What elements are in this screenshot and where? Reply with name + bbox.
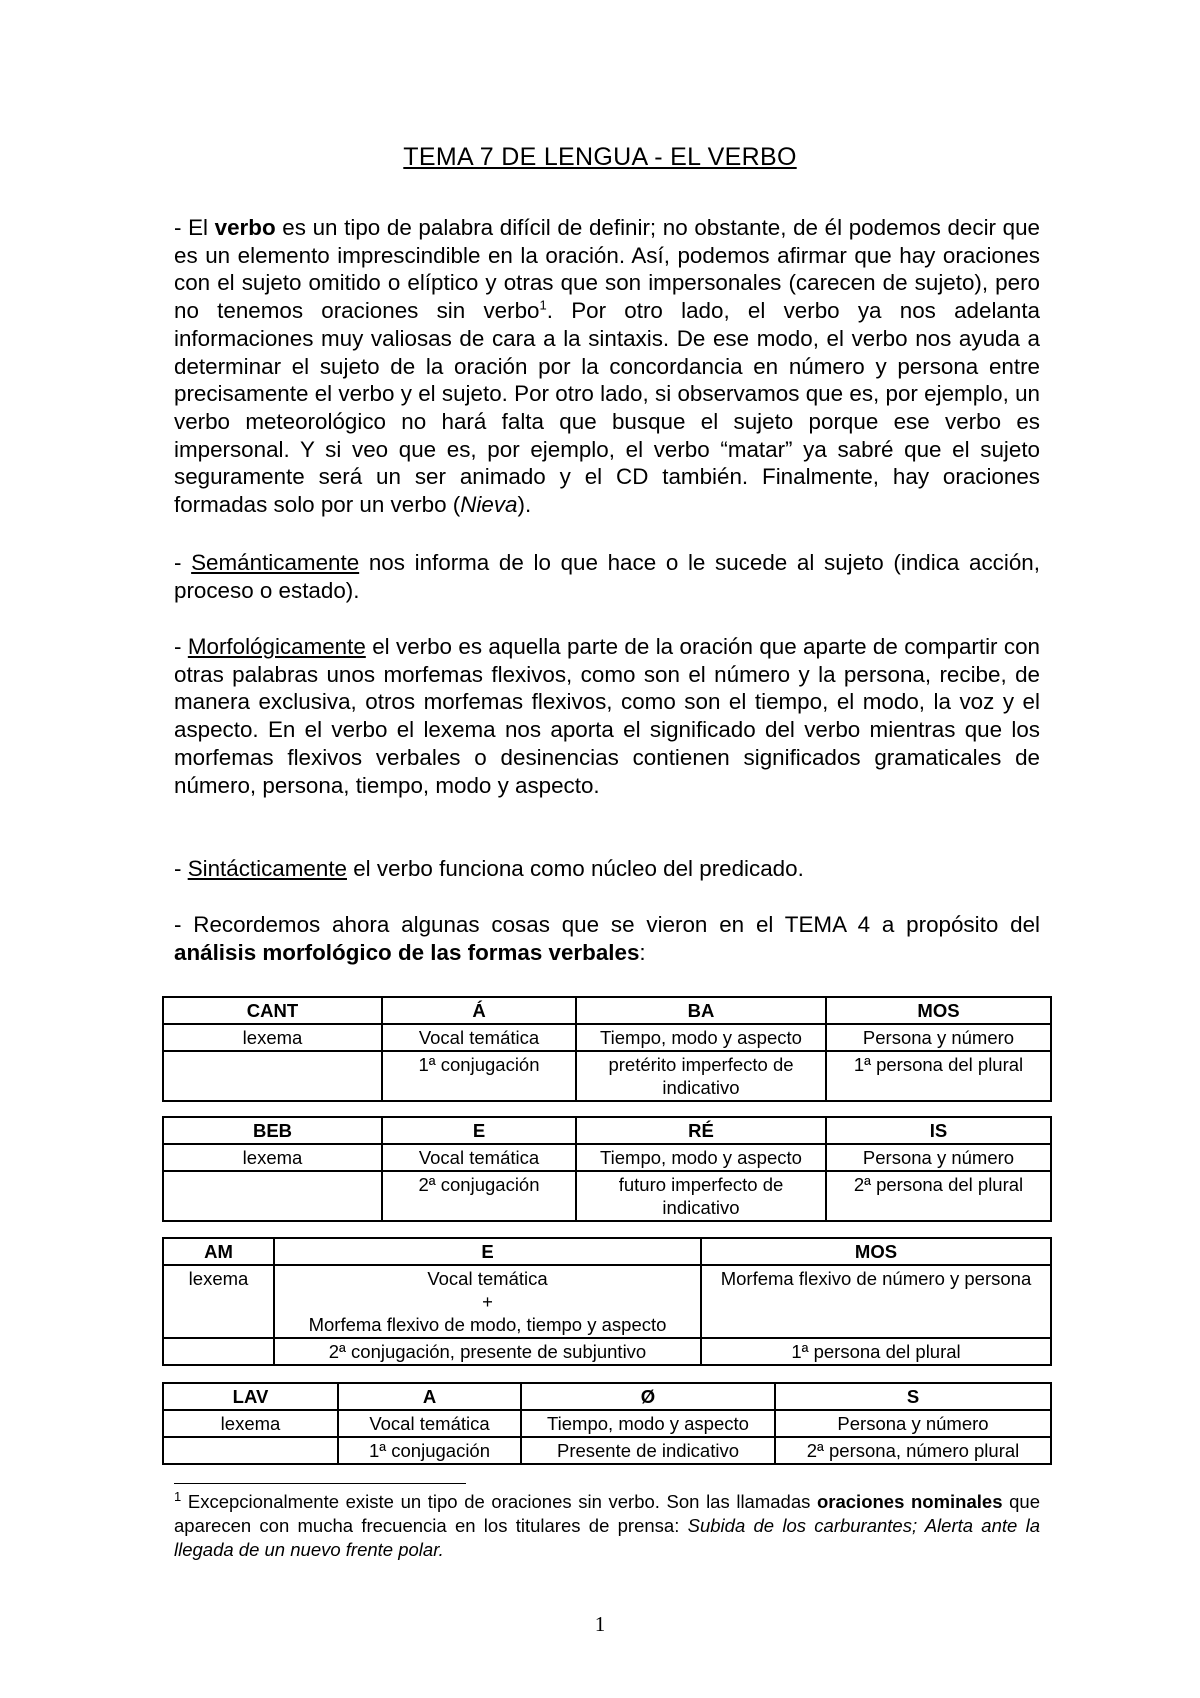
table-cell: Ø [521,1383,775,1410]
syntactic-dash: - [174,856,188,881]
table-row [163,1265,1051,1338]
table-cell: 2ª conjugación, presente de subjuntivo [274,1338,701,1365]
cell-line: Vocal temática [427,1268,548,1289]
table-cell [163,1051,382,1101]
recall-colon: : [639,939,646,965]
cell-line: Morfema flexivo de modo, tiempo y aspecto [308,1314,667,1335]
table-cell: 1ª persona del plural [701,1338,1051,1365]
semantic-dash: - [174,550,192,575]
table-cell: Persona y número [775,1410,1051,1437]
table-cell: 2ª persona del plural [826,1171,1051,1221]
table-cantabamos [162,996,1052,1102]
table-lavas [162,1382,1052,1465]
morphological-term: Morfológicamente [187,634,366,659]
table-cell: Vocal temática [382,1024,576,1051]
footnote-ref: 1 [539,297,547,313]
table-cell: Vocal temática [338,1410,521,1437]
table-cell: lexema [163,1024,382,1051]
table-cell: BEB [163,1117,382,1144]
table-amemos [162,1237,1052,1366]
table-cell: Tiempo, modo y aspecto [576,1144,826,1171]
table-cell: Morfema flexivo de número y persona [701,1265,1051,1338]
footnote [174,1490,1040,1562]
table-cell: E [274,1238,701,1265]
table-row [163,1383,1051,1410]
table-row [163,1117,1051,1144]
morphological-paragraph [174,633,1040,799]
table-cell: E [382,1117,576,1144]
footnote-marker: 1 [174,1488,182,1504]
morphological-text: el verbo es aquella parte de la oración que aparte de compartir con otras palabras unos morfemas flexivos, como son el número y la persona, recibe, de manera exclusiva, otros morfemas flexivos, como son el tiempo, el modo, la voz y el aspecto. En el verbo el lexema nos aporta el significado del verbo mientras que los morfemas flexivos verbales o desinencias contienen significados gramaticales de número, persona, tiempo, modo y aspecto. [174,634,1040,798]
footnote-bold: oraciones nominales [816,1491,1003,1512]
intro-dash: - El [174,215,215,240]
syntactic-term: Sintácticamente [187,856,347,881]
table-cell: CANT [163,997,382,1024]
table-cell: MOS [701,1238,1051,1265]
table-bebereis [162,1116,1052,1222]
footnote-divider [174,1483,466,1484]
table-cell: RÉ [576,1117,826,1144]
recall-bold: análisis morfológico de las formas verbales [174,939,640,965]
table-row [163,1051,1051,1101]
table-cell: lexema [163,1410,338,1437]
table-cell: Persona y número [826,1024,1051,1051]
semantic-paragraph [174,549,1040,604]
table-cell: pretérito imperfecto de indicativo [576,1051,826,1101]
footnote-italic: Subida de los carburantes; Alerta ante la llegada de un nuevo frente polar. [174,1515,1040,1560]
morphological-dash: - [174,634,188,659]
table-cell: 2ª persona, número plural [775,1437,1051,1464]
cell-line: + [482,1291,493,1312]
table-cell: 1ª conjugación [382,1051,576,1101]
intro-text-1: es un tipo de palabra difícil de definir; no obstante, de él podemos decir que es un elemento imprescindible en la oración. Así, podemos afirmar que hay oraciones con el sujeto omitido o elíptico y otras que son impersonales (carecen de sujeto), pero no tenemos oraciones sin verbo [174,215,1041,324]
table-cell: Vocal temática [382,1144,576,1171]
table-cell [163,1437,338,1464]
table-cell: 2ª conjugación [382,1171,576,1221]
intro-text-3: ). [517,492,532,518]
table-cell: Tiempo, modo y aspecto [521,1410,775,1437]
syntactic-paragraph [174,855,1040,883]
table-cell: Á [382,997,576,1024]
table-row [163,997,1051,1024]
table-cell: MOS [826,997,1051,1024]
table-cell: 1ª persona del plural [826,1051,1051,1101]
table-row [163,1024,1051,1051]
table-cell: lexema [163,1265,274,1338]
syntactic-text: el verbo funciona como núcleo del predicado. [347,856,804,881]
table-cell: Persona y número [826,1144,1051,1171]
table-cell: lexema [163,1144,382,1171]
footnote-text-2: que aparecen con mucha frecuencia en los titulares de prensa: [174,1491,1040,1536]
recall-text: - Recordemos ahora algunas cosas que se vieron en el TEMA 4 a propósito del [174,912,1040,937]
table-cell: BA [576,997,826,1024]
semantic-term: Semánticamente [191,550,360,575]
table-cell: S [775,1383,1051,1410]
intro-paragraph [174,214,1040,519]
intro-text-2: . Por otro lado, el verbo ya nos adelanta informaciones muy valiosas de cara a la sintaxis. De ese modo, el verbo nos ayuda a determinar el sujeto de la oración por la concordancia en número y persona entre precisamente el verbo y el sujeto. Por otro lado, si observamos que es, por ejemplo, un verbo meteorológico no hará falta que busque el sujeto porque ese verbo es impersonal. Y si veo que es, por ejemplo, el verbo “matar” ya sabré que el sujeto seguramente será un ser animado y el CD también. Finalmente, hay oraciones formadas solo por un verbo ( [174,298,1041,518]
table-row [163,1171,1051,1221]
table-cell: LAV [163,1383,338,1410]
table-cell: AM [163,1238,274,1265]
table-cell: Tiempo, modo y aspecto [576,1024,826,1051]
table-cell: 1ª conjugación [338,1437,521,1464]
table-row [163,1437,1051,1464]
intro-example: Nieva [460,492,518,518]
table-cell: A [338,1383,521,1410]
table-cell: IS [826,1117,1051,1144]
recall-paragraph [174,911,1040,966]
footnote-text-1: Excepcionalmente existe un tipo de oraciones sin verbo. Son las llamadas [181,1491,817,1512]
table-cell [163,1171,382,1221]
semantic-text: nos informa de lo que hace o le sucede al sujeto (indica acción, proceso o estado). [174,550,1040,603]
table-row [163,1144,1051,1171]
table-row [163,1238,1051,1265]
table-cell: futuro imperfecto de indicativo [576,1171,826,1221]
table-cell: Presente de indicativo [521,1437,775,1464]
table-cell [274,1265,701,1338]
table-row [163,1410,1051,1437]
intro-verbo-term: verbo [214,215,276,240]
table-row [163,1338,1051,1365]
table-cell [163,1338,274,1365]
page-number: 1 [594,1612,606,1636]
page-title: TEMA 7 DE LENGUA - EL VERBO [403,143,797,171]
